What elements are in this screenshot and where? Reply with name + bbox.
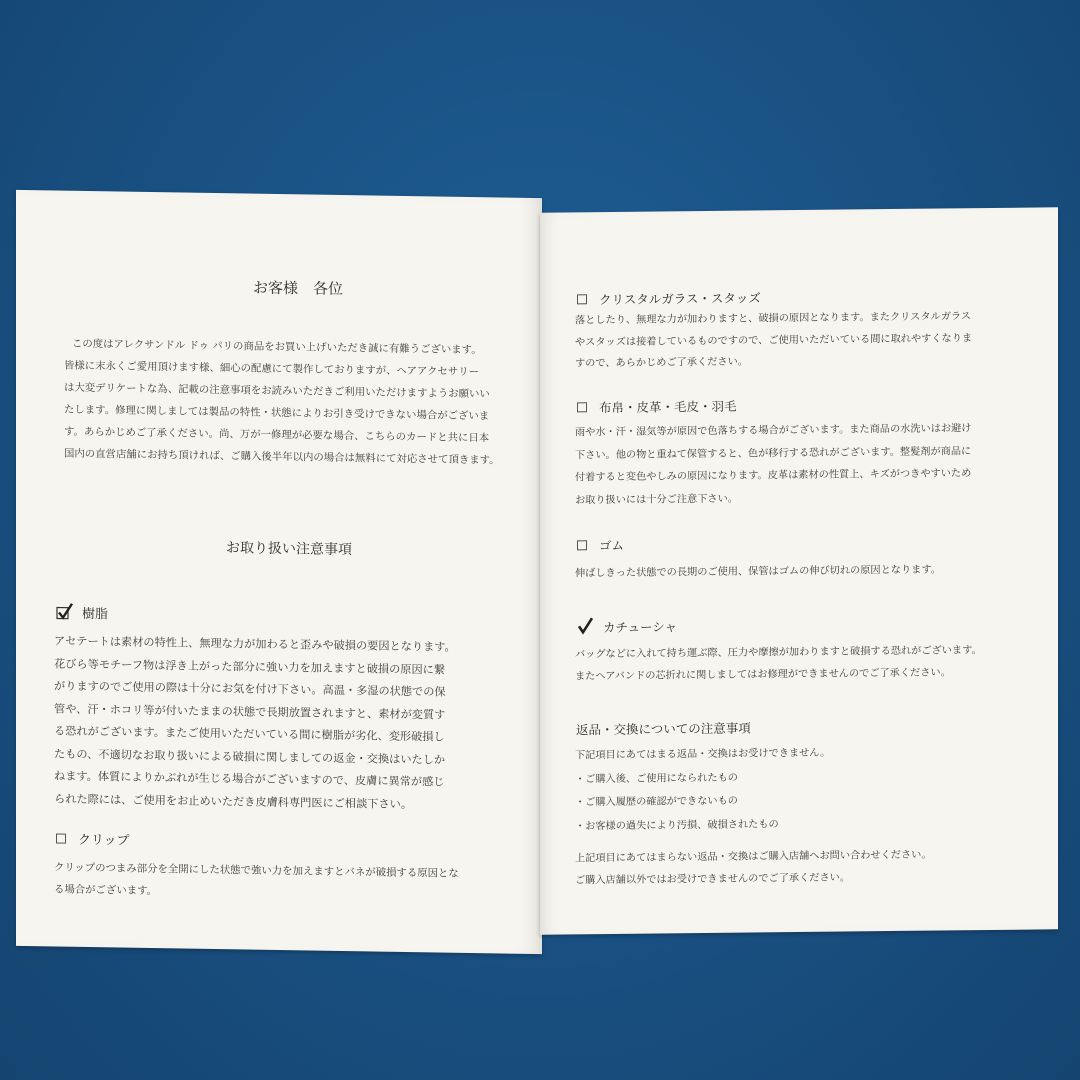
crystal-line: やスタッズは接着しているものですので、ご使用いただいている間に取れやすくなりま [575,332,973,348]
headband-text [575,640,982,688]
clip-heading [56,828,129,848]
checkbox-icon [56,833,66,843]
crystal-line: 落としたり、無理な力が加わりますと、破損の原因となります。またクリスタルガラス [575,311,971,327]
resin-line: がりますのでご使用の際は十分にお気を付け下さい。高温・多湿の状態での保 [54,679,446,699]
headband-heading [577,617,677,636]
crystal-line: すので、あらかじめご了承ください。 [575,356,748,370]
returns-heading: 返品・交換についての注意事項 [576,720,751,738]
headband-heading-label: カチューシャ [603,619,678,636]
resin-line: たもの、不適切なお取り扱いによる破損に関しましての返金・交換はいたしか [54,746,446,767]
left-page [16,190,542,954]
fabric-line: 下さい。他の物と重ねて保管すると、色が移行する恐れがございます。整髪剤が商品に [575,445,972,461]
resin-line: る恐れがございます。またご使用いただいている間に樹脂が劣化、変形破損し [54,724,445,744]
fabric-text [575,418,972,512]
fabric-line: お取り扱いには十分ご注意下さい。 [575,493,738,506]
clip-line: クリップのつまみ部分を全開にした状態で強い力を加えますとバネが破損する原因とな [54,861,459,880]
crystal-heading [577,288,761,308]
greeting: お客様 各位 [253,278,344,299]
resin-line: 管や、汗・ホコリ等が付いたままの状態で長期放置されますと、素材が変質す [54,701,446,722]
rubber-text [575,559,941,587]
returns-footer [575,845,932,893]
crystal-heading-label: クリスタルガラス・スタッズ [599,290,761,308]
clip-text [54,856,459,906]
fabric-heading-label: 布帛・皮革・毛皮・羽毛 [599,398,737,416]
resin-line: アセテートは素材の特性上、無理な力が加わると歪みや破損の要因となります。 [54,634,456,654]
right-page [540,207,1058,934]
returns-line: ・ご購入後、ご使用になられたもの [575,772,738,785]
clip-line: る場合がございます。 [54,883,158,898]
checkbox-icon [577,294,587,304]
crystal-text [575,306,972,375]
checked-box-icon [577,620,593,634]
returns-footer-line: ご購入店舗以外ではお受けできませんのでご了承ください。 [575,872,851,887]
fabric-line: 付着すると変色やしみの原因になります。皮革は素材の性質上、キズがつきやすいため [575,468,972,484]
clip-heading-label: クリップ [78,832,130,849]
checked-box-icon [56,605,72,619]
resin-line: られた際には、ご使用をお止めいただき皮膚科専門医にご相談下さい。 [54,791,413,811]
resin-text [54,630,456,816]
checkbox-icon [577,402,587,412]
rubber-heading-label: ゴム [599,537,625,554]
resin-line: ねます。体質によりかぶれが生じる場合がございますので、皮膚に異常が感じ [54,769,445,789]
intro-line: たします。修理に関しましては製品の特性・状態によりお引き受けできない場合がございま [64,403,490,423]
checkbox-icon [577,540,587,550]
rubber-line: 伸ばしきった状態での長期のご使用、保管はゴムの伸び切れの原因となります。 [575,564,941,580]
intro-line: 国内の直営店舗にお持ち頂ければ、ご購入後半年以内の場合は無料にて対応させて頂きます。 [64,447,500,467]
resin-heading [56,602,108,622]
fabric-line: 雨や水・汗・湿気等が原因で色落ちする場合がございます。また商品の水洗いはお避け [575,423,972,439]
rubber-heading [577,536,624,554]
returns-line: ・ご購入履歴の確認ができないもの [575,795,738,809]
resin-line: 花びら等モチーフ物は浮き上がった部分に強い力を加えますと破損の原因に繋 [54,656,446,677]
fabric-heading [577,397,737,417]
returns-footer-line: 上記項目にあてはまらない返品・交換はご購入店舗へお問い合わせください。 [575,849,932,865]
resin-heading-label: 樹脂 [82,606,109,623]
returns-text [575,742,830,839]
headband-line: またヘアバンドの芯折れに関しましてはお修理ができませんのでご了承ください。 [575,667,951,683]
intro-line: す。あらかじめご了承ください。尚、万が一修理が必要な場合、こちらのカードと共に日本 [64,425,490,445]
section-title: お取り扱い注意事項 [226,540,352,559]
returns-line: ・お客様の過失により汚損、破損されたもの [575,818,779,832]
intro-line: は大変デリケートな為、記載の注意事項をお読みいただきご利用いただけますようお願いい [64,381,490,401]
intro-line: 皆様に末永くご愛用頂けます様、細心の配慮にて製作しておりますが、ヘアアクセサリー [64,359,479,379]
returns-line: 下記項目にあてはまる返品・交換はお受けできません。 [575,747,831,762]
intro-line: この度はアレクサンドル ドゥ パリの商品をお買い上げいただき誠に有難うございます。 [72,337,482,357]
headband-line: バッグなどに入れて持ち運ぶ際、圧力や摩擦が加わりますと破損する恐れがございます。 [575,645,982,661]
intro-paragraph [64,333,500,472]
